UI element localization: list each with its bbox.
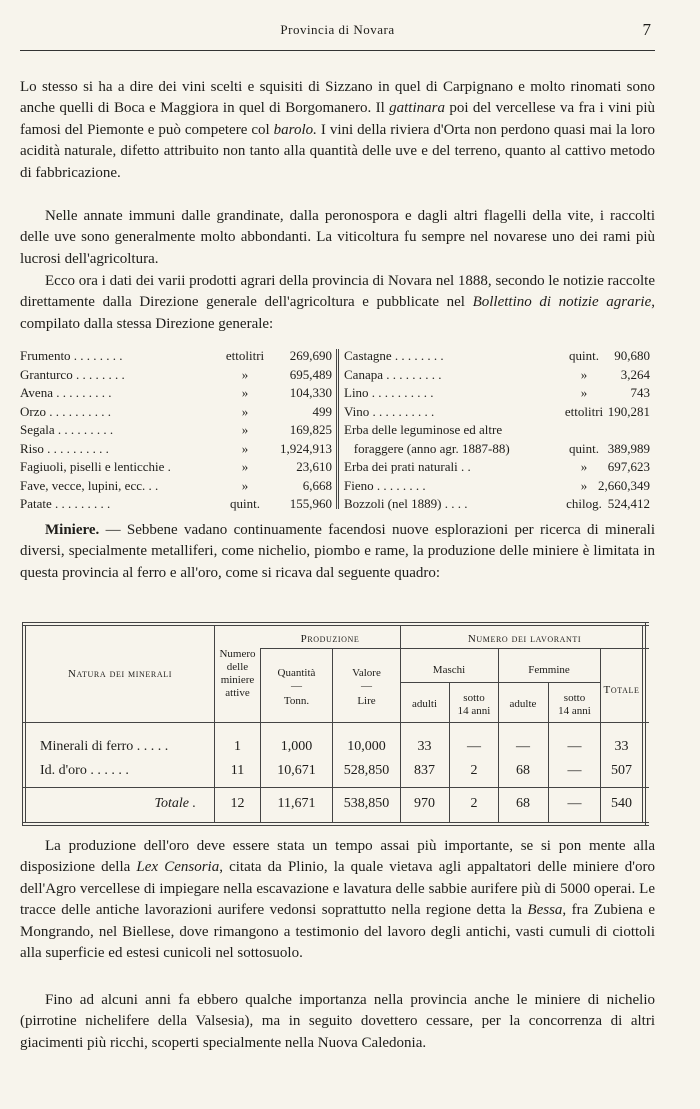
table-row-label: Minerali di ferro . . . . .	[40, 739, 169, 754]
product-value: 3,264	[620, 366, 650, 382]
product-unit: chilog.	[566, 496, 602, 511]
table-cell: 10,000	[347, 739, 386, 754]
product-value: 190,281	[607, 403, 650, 419]
table-cell: 10,671	[277, 763, 316, 778]
product-row	[344, 458, 650, 477]
product-unit: »	[241, 385, 249, 400]
product-value: 90,680	[614, 348, 650, 363]
product-row	[20, 458, 332, 477]
table-cell: 2	[470, 763, 478, 778]
text-segment: , fra Zubiena e Mongrando, nel Biellese, dove rimangono a testimonio del lavoro degli antichi, vasti cumuli di ciottoli alla superficie ed estesi cunicoli nel sottosuolo.	[20, 902, 656, 962]
product-row	[344, 477, 650, 496]
product-unit: »	[580, 366, 588, 382]
italic-term: gattinara	[389, 100, 445, 117]
product-name: Canapa . . . . . . . . .	[344, 366, 442, 382]
table-cell: 1,000	[280, 739, 313, 754]
products-right-column	[344, 347, 650, 514]
product-unit: quint.	[230, 496, 260, 511]
product-unit: »	[241, 366, 249, 382]
table-total-cell: 2	[470, 796, 478, 811]
product-name: Fagiuoli, piselli e lenticchie .	[20, 459, 171, 474]
product-name: Granturco . . . . . . . .	[20, 366, 125, 382]
paragraph-mines	[20, 520, 655, 584]
table-total-cell: 12	[230, 796, 245, 811]
product-value: 499	[312, 403, 332, 419]
col-femmine-header: Femmine	[528, 664, 570, 676]
running-header	[20, 22, 655, 42]
product-value: 743	[630, 385, 650, 400]
product-row	[344, 384, 650, 403]
text-segment: , compilato dalla stessa Direzione generale:	[20, 294, 655, 332]
table-cell: 528,850	[343, 763, 390, 778]
product-row	[20, 366, 332, 385]
col-m-adulti-header: adulti	[411, 698, 438, 710]
product-row	[344, 440, 650, 459]
col-totale-header: Totale	[603, 684, 640, 696]
italic-term: barolo.	[273, 121, 317, 138]
col-quantita-header: Quantità — Tonn.	[277, 667, 316, 707]
paragraph-wines	[20, 77, 655, 184]
column-divider	[336, 349, 337, 509]
table-cell: 507	[611, 763, 632, 778]
product-unit: »	[241, 403, 249, 419]
product-row	[20, 440, 332, 459]
table-cell: 33	[614, 739, 629, 754]
product-unit: »	[580, 385, 588, 400]
text-segment: La produzione dell'oro deve essere stata un tempo assai più importante, se si pon mente alla disposizione della	[20, 838, 655, 876]
table-cell: 11	[230, 763, 245, 778]
product-row	[20, 477, 332, 496]
product-name: Fave, vecce, lupini, ecc. . .	[20, 477, 159, 493]
product-value: 1,924,913	[280, 440, 332, 456]
product-row	[344, 495, 650, 514]
table-total-cell: 68	[516, 796, 530, 811]
product-unit: »	[241, 477, 249, 493]
text-segment: , citata da Plinio, la quale vietava agli appaltatori delle miniere d'oro dell'Agro vercellese di impiegare nella escavazione e lavatura delle sabbie aurifere più di 5000 operai. Le tracce delle antiche lavorazioni aurifere vedonsi soprattutto nella regione detta la	[20, 859, 655, 919]
col-m-sotto-header: sotto 14 anni	[457, 692, 491, 717]
page-number: 7	[642, 20, 651, 39]
col-maschi-header: Maschi	[432, 664, 466, 676]
table-total-cell: 540	[611, 796, 632, 811]
paragraph-nickel: Fino ad alcuni anni fa ebbero qualche importanza nella provincia anche le miniere di nichelio (pirrotine nichelifere della Valsesia), ma in seguito dovettero cessare, per la concorrenza di altri giacimenti più ricchi, scoperti specialmente nella Nuova Caledonia.	[20, 992, 655, 1051]
product-name: Vino . . . . . . . . . .	[344, 403, 435, 419]
product-value: 269,690	[289, 348, 332, 363]
header-rule	[20, 50, 655, 51]
product-name: Erba dei prati naturali . .	[344, 459, 471, 474]
col-produzione-header: Produzione	[300, 633, 360, 645]
paragraph-mines-text: — Sebbene vadano continuamente facendosi nuove esplorazioni per ricerca di minerali diversi, specialmente metalliferi, come nichelio, piombo e rame, la produzione delle miniere è limitata in questa provincia al ferro e all'oro, come si ricava dal seguente quadro:	[20, 522, 655, 581]
col-natura-header: Natura dei minerali	[68, 668, 172, 680]
product-name: Erba delle leguminose ed altre	[344, 422, 503, 437]
product-unit: quint.	[569, 348, 599, 363]
product-name: Orzo . . . . . . . . . .	[20, 403, 111, 419]
page-title: Provincia di Novara	[280, 22, 395, 37]
product-unit: »	[241, 459, 249, 474]
mines-table	[22, 622, 649, 827]
table-cell: —	[516, 739, 530, 754]
paragraph-harvest: Nelle annate immuni dalle grandinate, dalla peronospora e dagli altri flagelli della vite, i raccolti delle uve sono generalmente molto abbondanti. La viticoltura fu sempre nel novarese uno dei rami più lucrosi dell'agricoltura.	[20, 208, 655, 267]
product-name: Riso . . . . . . . . . .	[20, 440, 109, 456]
product-value: 389,989	[607, 440, 650, 456]
product-name: Castagne . . . . . . . .	[344, 348, 444, 363]
table-total-cell: —	[567, 796, 582, 811]
product-value: 524,412	[607, 496, 650, 511]
text-segment: poi del vercellese va fra i vini più famosi del Piemonte e può competere col	[20, 100, 656, 138]
text-segment: I vini della riviera d'Orta non perdono quasi mai la loro acidità naturale, difetto attribuito non tanto alla quantità delle uve e del terreno, quanto al cattivo metodo di fabbricazione.	[20, 121, 655, 181]
product-value: 697,623	[607, 459, 650, 474]
table-total-cell: 538,850	[343, 796, 390, 811]
product-row	[344, 366, 650, 385]
col-lavoranti-header: Numero dei lavoranti	[467, 633, 582, 645]
section-heading-miniere: Miniere.	[45, 522, 100, 538]
table-cell: —	[467, 739, 481, 754]
table-cell: —	[567, 739, 582, 754]
table-total-label: Totale .	[154, 796, 196, 811]
product-value: 695,489	[289, 366, 332, 382]
italic-term: Lex Censoria	[136, 859, 220, 876]
col-f-adulte-header: adulte	[509, 698, 537, 710]
product-row	[20, 347, 332, 366]
product-unit: »	[580, 477, 588, 493]
product-name: Segala . . . . . . . . .	[20, 422, 114, 437]
product-name: foraggere (anno agr. 1887-88)	[344, 440, 510, 456]
product-value: 2,660,349	[598, 477, 650, 493]
product-value: 23,610	[296, 459, 332, 474]
table-row-label: Id. d'oro . . . . . .	[40, 763, 129, 778]
product-row	[20, 403, 332, 422]
product-unit: »	[241, 422, 249, 437]
italic-term: Bessa	[527, 902, 563, 919]
table-cell: 33	[417, 739, 432, 754]
column-divider	[338, 349, 339, 509]
product-row	[344, 421, 650, 440]
text-segment: Lo stesso si ha a dire dei vini scelti e squisiti di Sizzano in quel di Carpignano e molto rinomati sono anche quelli di Boca e Maggiora in quel di Borgomanero. Il	[20, 79, 655, 117]
product-unit: »	[241, 440, 249, 456]
col-numero-header: Numero delle miniere attive	[219, 648, 256, 699]
product-name: Patate . . . . . . . . .	[20, 496, 111, 511]
product-row	[20, 495, 332, 514]
paragraph-products-intro	[20, 271, 655, 335]
table-cell: 1	[234, 739, 241, 754]
product-unit: quint.	[569, 440, 599, 456]
table-total-cell: 970	[414, 796, 435, 811]
product-value: 169,825	[289, 422, 332, 437]
table-cell: 837	[414, 763, 435, 778]
product-name: Lino . . . . . . . . . .	[344, 385, 434, 400]
product-name: Avena . . . . . . . . .	[20, 385, 112, 400]
product-name: Bozzoli (nel 1889) . . . .	[344, 496, 468, 511]
col-f-sotto-header: sotto 14 anni	[558, 692, 591, 717]
table-total-cell: 11,671	[277, 796, 316, 811]
table-cell: —	[567, 763, 582, 778]
product-unit: ettolitri	[225, 348, 265, 363]
product-unit: »	[580, 459, 588, 474]
paragraph-gold	[20, 836, 655, 964]
product-unit: ettolitri	[564, 403, 604, 419]
text-segment: Ecco ora i dati dei varii prodotti agrari della provincia di Novara nel 1888, secondo le notizie raccolte direttamente dalla Direzione generale dell'agricoltura e pubblicate nel	[20, 273, 655, 311]
product-row	[344, 403, 650, 422]
product-value: 104,330	[289, 385, 332, 400]
product-row	[20, 421, 332, 440]
product-name: Frumento . . . . . . . .	[20, 348, 123, 363]
table-cell: 68	[516, 763, 530, 778]
product-value: 6,668	[302, 477, 332, 493]
product-row	[344, 347, 650, 366]
products-left-column	[20, 347, 332, 514]
product-value: 155,960	[289, 496, 332, 511]
col-valore-header: Valore — Lire	[352, 667, 381, 707]
product-row	[20, 384, 332, 403]
product-name: Fieno . . . . . . . .	[344, 477, 426, 493]
italic-term: Bollettino di notizie agrarie	[472, 294, 652, 311]
